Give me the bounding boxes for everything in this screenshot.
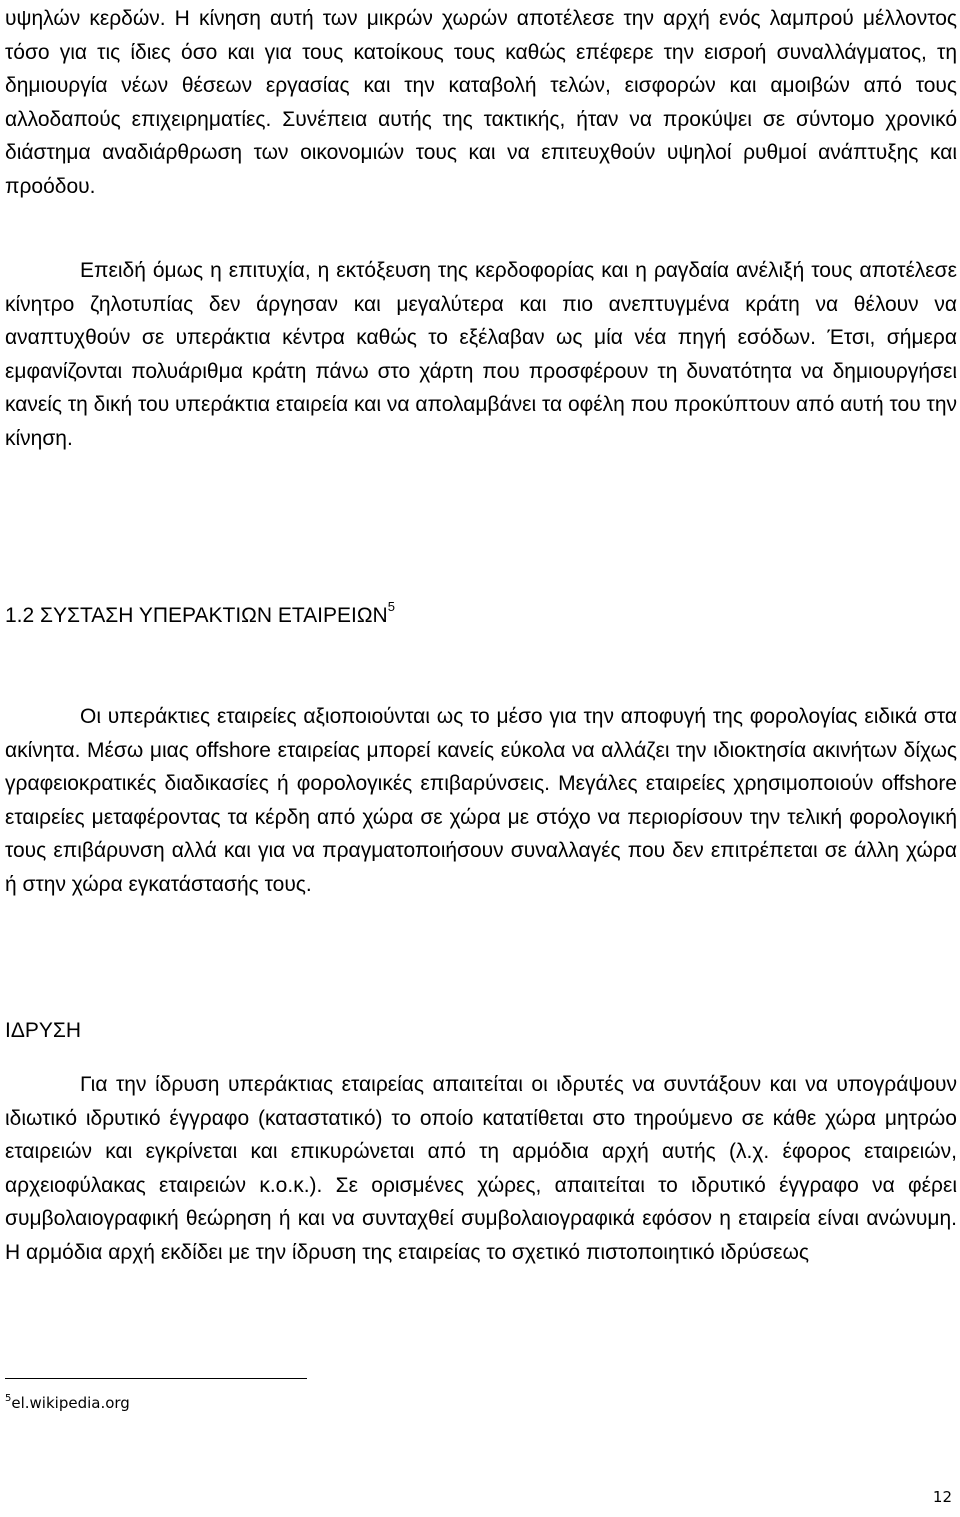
footnote-reference: 5	[387, 599, 395, 614]
page-number: 12	[932, 1488, 952, 1506]
subsection-paragraph: Για την ίδρυση υπεράκτιας εταιρείας απαιτείται οι ιδρυτές να συντάξουν και να υπογράψουν ιδιωτικό ιδρυτικό έγγραφο (καταστατικό) το οποίο κατατίθεται στο τηρούμενο σε κάθε χώρα μητρώο εταιρειών και εγκρίνεται και επικυρώνεται από τη αρμόδια αρχή αυτής (λ.χ. έφορος εταιρειών, αρχειοφύλακας εταιρειών κ.ο.κ.). Σε ορισμένες χώρες, απαιτείται το ιδρυτικό έγγραφο να φέρει συμβολαιογραφική θεώρηση ή και να συνταχθεί συμβολαιογραφικά εφόσον η εταιρεία είναι ανώνυμη. Η αρμόδια αρχή εκδίδει με την ίδρυση της εταιρείας το σχετικό πιστοποιητικό ιδρύσεως	[5, 1073, 957, 1264]
footnote-text: el.wikipedia.org	[11, 1394, 130, 1412]
section-heading	[5, 599, 395, 633]
footnote-number: 5	[5, 1393, 12, 1404]
footnote	[5, 1392, 130, 1414]
section-heading-text: 1.2 ΣΥΣΤΑΣΗ ΥΠΕΡΑΚΤΙΩΝ ΕΤΑΙΡΕΙΩΝ	[5, 604, 388, 627]
section-paragraph: Οι υπεράκτιες εταιρείες αξιοποιούνται ως το μέσο για την αποφυγή της φορολογίας ειδικά στα ακίνητα. Μέσω μιας offshore εταιρείας μπορεί κανείς εύκολα να αλλάζει την ιδιοκτησία ακινήτων δίχως γραφειοκρατικές διαδικασίες ή φορολογικές επιβαρύνσεις. Μεγάλες εταιρείες χρησιμοποιούν offshore εταιρείες μεταφέροντας τα κέρδη από χώρα σε χώρα με στόχο να περιορίσουν την τελική φορολογική τους επιβάρυνση αλλά και για να πραγματοποιήσουν συναλλαγές που δεν επιτρέπεται σε άλλη χώρα ή στην χώρα εγκατάστασής τους.	[5, 705, 957, 896]
subsection-heading: ΙΔΡΥΣΗ	[5, 1019, 82, 1042]
footnote-separator	[5, 1378, 307, 1379]
body-paragraph-2: Επειδή όμως η επιτυχία, η εκτόξευση της κερδοφορίας και η ραγδαία ανέλιξή τους αποτέλεσε κίνητρο ζηλοτυπίας δεν άργησαν και μεγαλύτερα και πιο ανεπτυγμένα κράτη να θέλουν να αναπτυχθούν σε υπεράκτια κέντρα καθώς το εξέλαβαν ως μία νέα πηγή εσόδων. Έτσι, σήμερα εμφανίζονται πολυάριθμα κράτη πάνω στο χάρτη που προσφέρουν τη δυνατότητα να δημιουργήσει κανείς τη δική του υπεράκτια εταιρεία και να απολαμβάνει τα οφέλη που προκύπτουν από αυτή του την κίνηση.	[5, 259, 957, 450]
body-paragraph-1: υψηλών κερδών. Η κίνηση αυτή των μικρών χωρών αποτέλεσε την αρχή ενός λαμπρού μέλλοντος τόσο για τις ίδιες όσο και για τους κατοίκους τους καθώς επέφερε την εισροή συναλλάγματος, τη δημιουργία νέων θέσεων εργασίας και την καταβολή τελών, εισφορών και αμοιβών από τους αλλοδαπούς επιχειρηματίες. Συνέπεια αυτής της τακτικής, ήταν να προκύψει σε σύντομο χρονικό διάστημα αναδιάρθρωση των οικονομιών τους και να επιτευχθούν υψηλοί ρυθμοί ανάπτυξης και προόδου.	[5, 7, 957, 198]
